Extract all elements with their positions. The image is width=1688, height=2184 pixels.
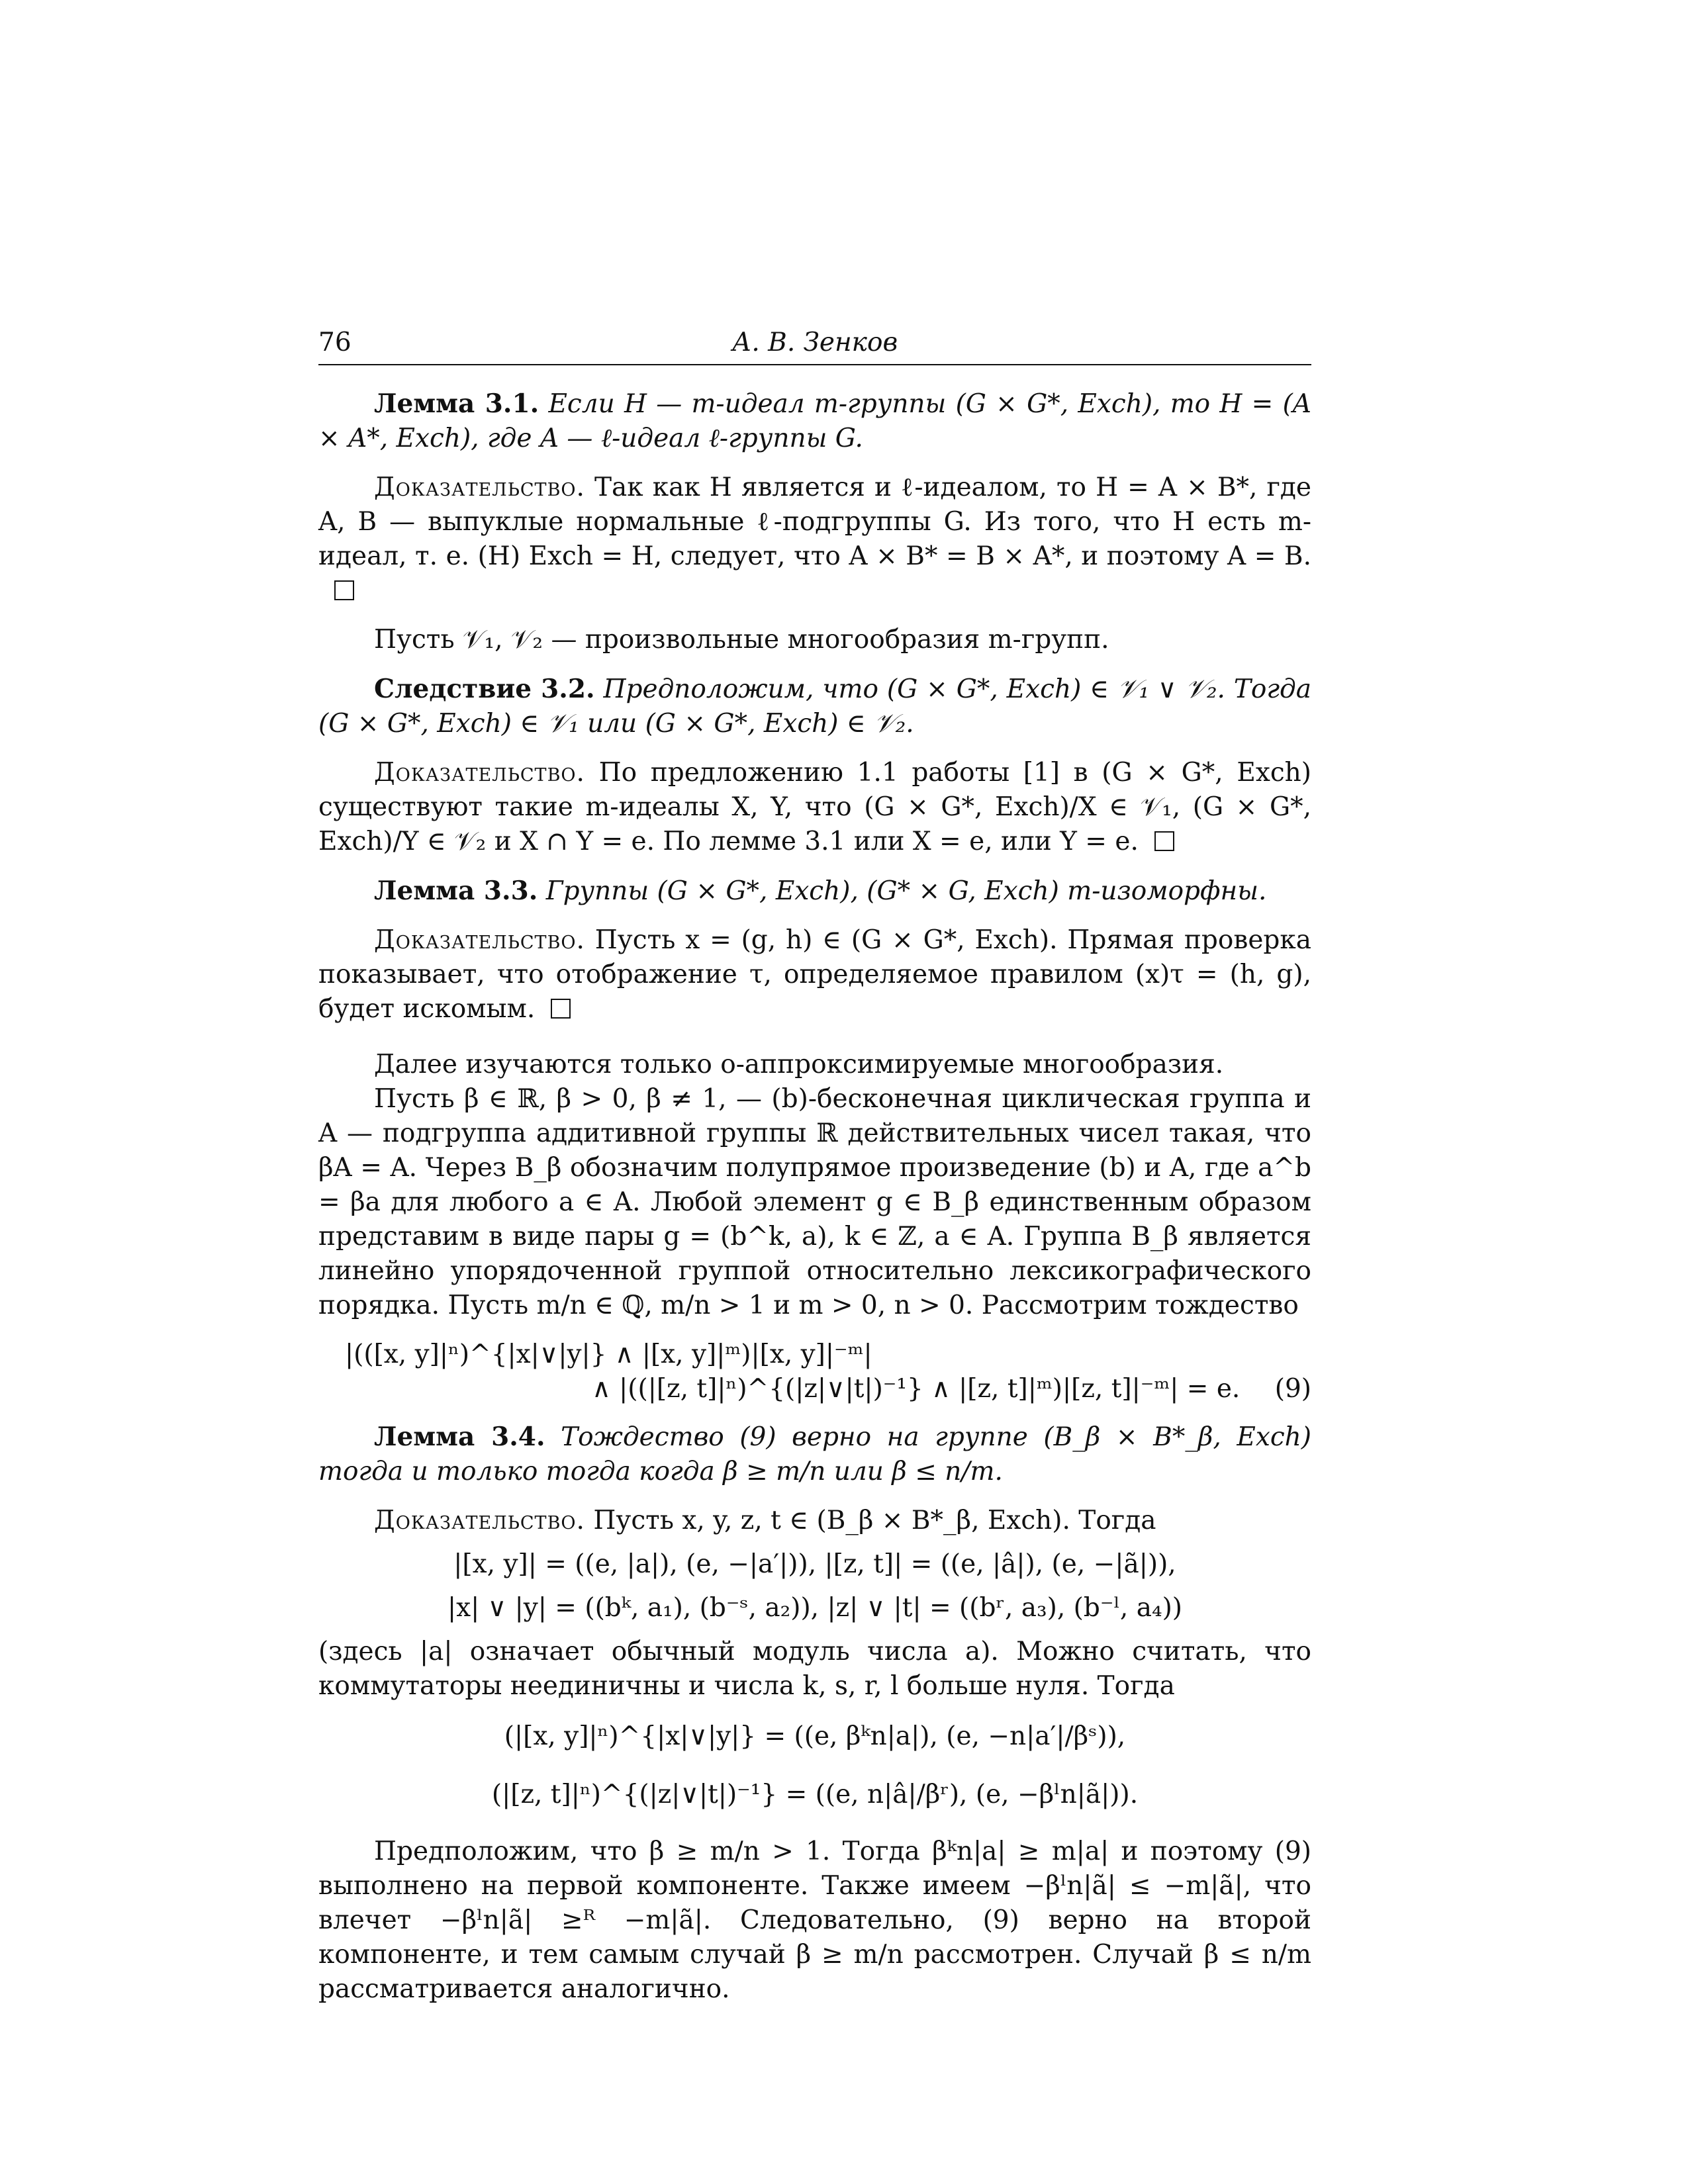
- proof-3-2-label: Доказательство.: [374, 758, 585, 788]
- proof-3-2-text: По предложению 1.1 работы [1] в (G × G*, Exch) существуют такие m-идеалы X, Y, что (G × G*, Exch)/X ∈ 𝒱₁, (G × G*, Exch)/Y ∈ 𝒱₂ и X ∩ Y = e. По лемме 3.1 или X = e, или Y = e.: [318, 758, 1311, 856]
- commutator-line-2: |x| ∨ |y| = ((bᵏ, a₁), (b⁻ˢ, a₂)), |z| ∨ |t| = ((bʳ, a₃), (b⁻ˡ, a₄)): [447, 1593, 1183, 1623]
- beta-paragraph: Пусть β ∈ ℝ, β > 0, β ≠ 1, — (b)-бесконечная циклическая группа и A — подгруппа аддитивной группы ℝ действительных чисел такая, что βA = A. Через B_β обозначим полупрямое произведение (b) и A, где a^b = βa для любого a ∈ A. Любой элемент g ∈ B_β единственным образом представим в виде пары g = (b^k, a), k ∈ ℤ, a ∈ A. Группа B_β является линейно упорядоченной группой относительно лексикографического порядка. Пусть m/n ∈ ℚ, m/n > 1 и m > 0, n > 0. Рассмотрим тождество: [318, 1084, 1311, 1320]
- running-header: [318, 328, 1311, 365]
- lemma-3-3-text: Группы (G × G*, Exch), (G* × G, Exch) m-изоморфны.: [545, 876, 1267, 906]
- proof-3-3: [318, 923, 1311, 1026]
- lemma-3-4-text: Тождество (9) верно на группе (B_β × B*_β, Exch) тогда и только тогда когда β ≥ m/n или β ≤ n/m.: [318, 1422, 1311, 1486]
- lemma-3-1-title: Лемма 3.1.: [374, 388, 539, 419]
- proof-3-4: [318, 1504, 1311, 1538]
- power-line-2: (|[z, t]|ⁿ)^{(|z|∨|t|)⁻¹} = ((e, n|â|/βʳ), (e, −βˡn|ã|)).: [491, 1780, 1139, 1809]
- lemma-3-1-text: Если H — m-идеал m-группы (G × G*, Exch), то H = (A × A*, Exch), где A — ℓ-идеал ℓ-группы G.: [318, 389, 1311, 453]
- qed-icon: [551, 999, 571, 1019]
- o-approx-paragraph: Далее изучаются только o-аппроксимируемые многообразия.: [374, 1050, 1224, 1079]
- equation-9-line-2-text: ∧ |((|[z, t]|ⁿ)^{(|z|∨|t|)⁻¹} ∧ |[z, t]|ᵐ)|[z, t]|⁻ᵐ| = e.: [592, 1374, 1241, 1404]
- equation-number: (9): [1274, 1374, 1311, 1404]
- varieties-paragraph: Пусть 𝒱₁, 𝒱₂ — произвольные многообразия m-групп.: [374, 625, 1109, 655]
- power-equations: [318, 1719, 1311, 1812]
- lemma-3-4-title: Лемма 3.4.: [374, 1422, 545, 1452]
- lemma-3-1: [318, 387, 1311, 456]
- corollary-3-2-title: Следствие 3.2.: [374, 674, 595, 704]
- corollary-3-2-text: Предположим, что (G × G*, Exch) ∈ 𝒱₁ ∨ 𝒱₂. Тогда (G × G*, Exch) ∈ 𝒱₁ или (G × G*, Exch) ∈ 𝒱₂.: [318, 674, 1311, 739]
- lemma-3-4: [318, 1420, 1311, 1489]
- lemma-3-3: [318, 874, 1311, 909]
- corollary-3-2: [318, 672, 1311, 741]
- proof-3-3-label: Доказательство.: [374, 925, 585, 955]
- power-line-1: (|[x, y]|ⁿ)^{|x|∨|y|} = ((e, βᵏn|a|), (e, −n|a′|/βˢ)),: [504, 1721, 1126, 1751]
- proof-3-4-text: Пусть x, y, z, t ∈ (B_β × B*_β, Exch). Тогда: [593, 1506, 1156, 1535]
- qed-icon: [334, 580, 354, 600]
- page-number: 76: [318, 328, 352, 357]
- equation-9: [318, 1338, 1311, 1406]
- commutator-line-1: |[x, y]| = ((e, |a|), (e, −|a′|)), |[z, t]| = ((e, |â|), (e, −|ã|)),: [453, 1549, 1176, 1579]
- commutator-equations: [318, 1547, 1311, 1625]
- proof-3-3-text: Пусть x = (g, h) ∈ (G × G*, Exch). Прямая проверка показывает, что отображение τ, определяемое правилом (x)τ = (h, g), будет искомым.: [318, 925, 1311, 1024]
- equation-9-line-1: |(([x, y]|ⁿ)^{|x|∨|y|} ∧ |[x, y]|ᵐ)|[x, y]|⁻ᵐ|: [345, 1340, 872, 1369]
- proof-3-4-label: Доказательство.: [374, 1506, 585, 1535]
- lemma-3-3-title: Лемма 3.3.: [374, 876, 538, 906]
- equation-9-line-2: [318, 1372, 1311, 1406]
- here-paragraph: (здесь |a| означает обычный модуль числа a). Можно считать, что коммутаторы неединичны и числа k, s, r, l больше нуля. Тогда: [318, 1637, 1311, 1701]
- proof-3-1-text: Так как H является и ℓ-идеалом, то H = A × B*, где A, B — выпуклые нормальные ℓ-подгруппы G. Из того, что H есть m-идеал, т. е. (H) Exch = H, следует, что A × B* = B × A*, и поэтому A = B.: [318, 473, 1311, 571]
- final-paragraph: Предположим, что β ≥ m/n > 1. Тогда βᵏn|a| ≥ m|a| и поэтому (9) выполнено на первой компоненте. Также имеем −βˡn|ã| ≤ −m|ã|, что влечет −βˡn|ã| ≥ᴿ −m|ã|. Следовательно, (9) верно на второй компоненте, и тем самым случай β ≥ m/n рассмотрен. Случай β ≤ n/m рассматривается аналогично.: [318, 1837, 1311, 2004]
- page: [318, 328, 1311, 2021]
- proof-3-1-label: Доказательство.: [374, 473, 585, 502]
- proof-3-1: [318, 471, 1311, 608]
- qed-icon: [1154, 831, 1174, 851]
- running-author: А. В. Зенков: [731, 328, 898, 357]
- proof-3-2: [318, 756, 1311, 859]
